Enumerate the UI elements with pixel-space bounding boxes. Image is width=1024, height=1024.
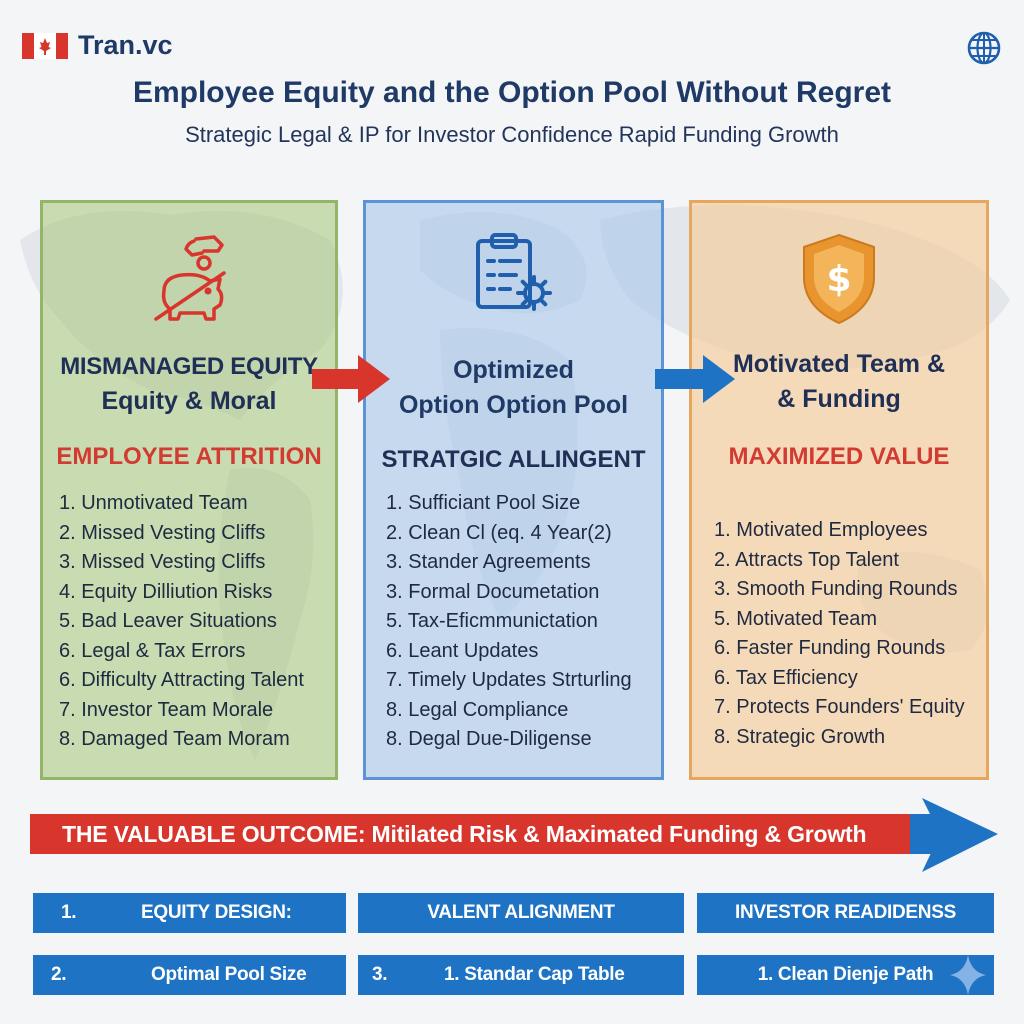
cell-label: Optimal Pool Size [151, 964, 307, 985]
cell-label: 1. Standar Cap Table [444, 964, 625, 985]
list-item: 8. Damaged Team Moram [59, 728, 290, 750]
panel-heading-line1: Motivated Team & [732, 350, 946, 378]
shield-dollar-icon [794, 229, 884, 329]
investor-readiness-cell [697, 893, 994, 933]
panel-list [59, 489, 304, 755]
panel-heading-line1: Optimized [453, 356, 574, 384]
optimal-pool-size-cell [33, 955, 346, 995]
list-item: 3. Stander Agreements [386, 551, 591, 573]
cell-label: VALENT ALIGNMENT [427, 902, 615, 923]
panel-heading-line1: MISMANAGED EQUITY [60, 353, 318, 380]
list-item: 2. Attracts Top Talent [714, 548, 899, 571]
panel-subheading: MAXIMIZED VALUE [728, 443, 950, 470]
canada-flag-icon [22, 33, 68, 59]
list-item: 4. Equity Dilliution Risks [59, 580, 273, 603]
cell-number: 2. [51, 964, 67, 985]
list-item: 1. Unmotivated Team [59, 492, 248, 514]
hand-coin-piggy-bank-icon [134, 229, 244, 339]
panel-subheading: STRATGIC ALLINGENT [381, 446, 646, 473]
panel-list [386, 489, 632, 755]
cell-label: EQUITY DESIGN: [141, 902, 292, 923]
outcome-banner [30, 792, 1000, 876]
arrow-right-icon [312, 353, 392, 405]
brand[interactable] [22, 30, 173, 61]
list-item: 7. Investor Team Morale [59, 698, 274, 721]
equity-design-cell [33, 893, 346, 933]
clipboard-gear-icon [464, 229, 564, 319]
page-title: Employee Equity and the Option Pool Without Regret [132, 76, 892, 109]
panel-subheading: EMPLOYEE ATTRITION [56, 443, 322, 470]
svg-text:$: $ [826, 259, 852, 300]
panel-mismanaged-equity [40, 200, 338, 780]
panel-heading [43, 349, 335, 419]
page-subtitle: Strategic Legal & IP for Investor Confidence Rapid Funding Growth [185, 122, 839, 147]
list-item: 5. Bad Leaver Situations [59, 610, 277, 632]
sparkle-icon [948, 953, 988, 997]
list-item: 6. Faster Funding Rounds [714, 637, 946, 659]
list-item: 1. Motivated Employees [714, 519, 928, 541]
cap-table-cell [358, 955, 684, 995]
list-item: 5. Motivated Team [714, 607, 878, 630]
list-item: 3. Missed Vesting Cliffs [59, 551, 266, 573]
list-item: 8. Strategic Growth [714, 725, 886, 748]
list-item: 6. Legal & Tax Errors [59, 639, 246, 662]
globe-icon[interactable] [966, 30, 1002, 66]
list-item: 8. Degal Due-Diligense [386, 728, 592, 750]
list-item: 5. Tax-Eficmmunictation [386, 610, 598, 632]
list-item: 3. Formal Documetation [386, 580, 600, 603]
cell-label: 1. Clean Dienje Path [757, 964, 934, 985]
outcome-text: THE VALUABLE OUTCOME: Mitilated Risk & Maximated Funding & Growth [62, 821, 867, 847]
panel-optimized-option-pool [363, 200, 664, 780]
panel-heading-line2: Equity & Moral [101, 387, 277, 415]
list-item: 2. Missed Vesting Cliffs [59, 521, 266, 544]
list-item: 6. Tax Efficiency [714, 666, 858, 689]
list-item: 6. Leant Updates [386, 639, 539, 662]
panel-motivated-team [689, 200, 989, 780]
panel-list [714, 516, 965, 752]
arrow-right-icon [655, 353, 737, 405]
panel-heading-line2: Option Option Pool [398, 391, 629, 419]
brand-name: Tran.vc [78, 30, 173, 60]
list-item: 3. Smooth Funding Rounds [714, 578, 958, 600]
cell-number: 1. [61, 902, 77, 923]
list-item: 7. Timely Updates Strturling [386, 669, 632, 691]
cell-label: INVESTOR READIDENSS [735, 902, 956, 923]
list-item: 1. Sufficiant Pool Size [386, 492, 581, 514]
cell-number: 3. [372, 964, 388, 985]
list-item: 7. Protects Founders' Equity [714, 696, 965, 718]
list-item: 2. Clean Cl (eq. 4 Year(2) [386, 521, 612, 544]
panel-heading [366, 353, 661, 423]
panel-heading-line2: & Funding [777, 385, 901, 413]
list-item: 6. Difficulty Attracting Talent [59, 669, 304, 691]
list-item: 8. Legal Compliance [386, 698, 569, 721]
valent-alignment-cell [358, 893, 684, 933]
